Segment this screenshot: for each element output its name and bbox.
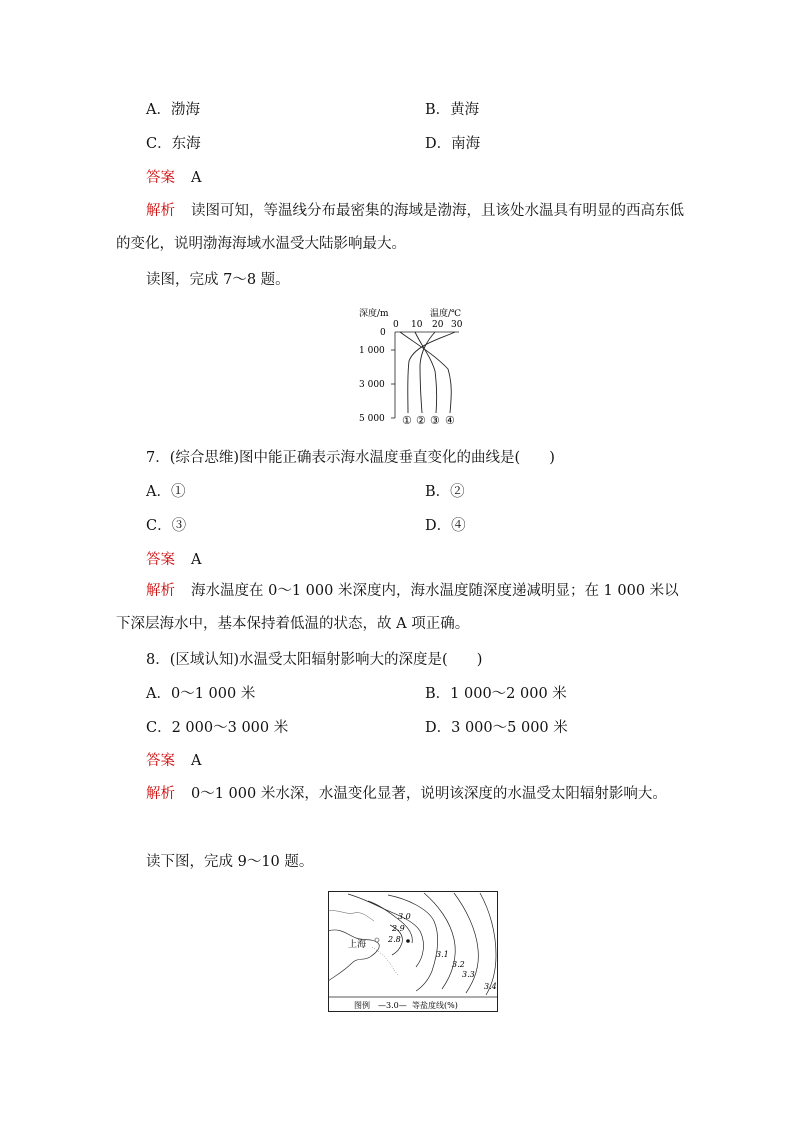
q6-answer	[146, 168, 201, 188]
q6-option-d: D．南海	[425, 136, 481, 152]
q8-analysis	[116, 778, 684, 811]
map-frame	[329, 892, 498, 1012]
isoline-label: 3.1	[436, 950, 449, 959]
isoline-label: 2.9	[392, 924, 405, 933]
answer-label: 答案	[146, 753, 175, 769]
isoline-label: 3.2	[452, 960, 465, 969]
isoline-label: 2.8	[388, 935, 401, 944]
isoline-label: 3.4	[484, 982, 497, 991]
y-tick: 1 000	[359, 346, 385, 356]
q8-answer	[146, 751, 201, 771]
answer-label: 答案	[146, 552, 175, 568]
q7-option-d: D．④	[425, 518, 466, 534]
q7-option-a: A．①	[146, 484, 186, 500]
q8-option-a: A．0～1 000 米	[146, 686, 256, 702]
intro-9-10: 读下图，完成 9～10 题。	[146, 854, 314, 870]
x-tick: 30	[451, 320, 463, 330]
q7-answer	[146, 550, 201, 570]
x-tick: 0	[393, 320, 399, 330]
station-point	[406, 939, 410, 943]
q8-stem: 8．(区域认知)水温受太阳辐射影响大的深度是( )	[146, 652, 483, 668]
curve-label: ①	[402, 414, 412, 427]
q7-option-b: B．②	[425, 484, 465, 500]
curve-label: ②	[416, 414, 426, 427]
curve-1	[408, 332, 455, 413]
x-axis-label: 温度/℃	[430, 309, 462, 319]
answer-label: 答案	[146, 170, 175, 186]
curve-label: ③	[430, 414, 440, 427]
x-tick: 10	[411, 320, 423, 330]
q6-option-c: C．东海	[146, 136, 201, 152]
city-label: 上海	[348, 940, 367, 950]
q8-option-c: C．2 000～3 000 米	[146, 720, 289, 736]
x-tick: 20	[432, 320, 444, 330]
salinity-map	[328, 891, 498, 1012]
q7-analysis	[116, 575, 684, 641]
temperature-depth-chart	[355, 305, 480, 430]
isoline-label: 3.0	[398, 912, 411, 921]
analysis-text: 海水温度在 0～1 000 米深度内，海水温度随深度递减明显；在 1 000 米以下深层海水中，基本保持着低温的状态，故 A 项正确。	[116, 583, 679, 632]
answer-value: A	[191, 753, 202, 769]
q8-option-b: B．1 000～2 000 米	[425, 686, 567, 702]
analysis-label: 解析	[146, 786, 175, 802]
q6-option-b: B．黄海	[425, 102, 480, 118]
intro-7-8: 读图，完成 7～8 题。	[146, 272, 290, 288]
isoline-label: 3.3	[462, 970, 475, 979]
q8-option-d: D．3 000～5 000 米	[425, 720, 568, 736]
y-axis-label: 深度/m	[359, 309, 389, 319]
q7-stem: 7．(综合思维)图中能正确表示海水温度垂直变化的曲线是( )	[146, 450, 555, 466]
answer-value: A	[191, 170, 202, 186]
answer-value: A	[191, 552, 202, 568]
analysis-text: 读图可知，等温线分布最密集的海域是渤海，且该处水温具有明显的西高东低的变化，说明渤海海域水温受大陆影响最大。	[116, 203, 684, 252]
analysis-label: 解析	[146, 203, 175, 219]
q6-option-a: A．渤海	[146, 102, 200, 118]
shanghai-point	[375, 938, 379, 942]
analysis-text: 0～1 000 米水深，水温变化显著，说明该深度的水温受太阳辐射影响大。	[191, 786, 667, 802]
y-tick: 5 000	[359, 414, 385, 424]
q7-option-c: C．③	[146, 518, 187, 534]
legend-text: 等盐度线(%)	[412, 1001, 458, 1010]
y-tick: 0	[380, 328, 386, 338]
legend-sample: —3.0—	[378, 1001, 407, 1010]
analysis-label: 解析	[146, 583, 175, 599]
y-tick: 3 000	[359, 380, 385, 390]
curve-label: ④	[445, 414, 455, 427]
q6-analysis	[116, 195, 684, 261]
legend-prefix: 图例	[354, 1001, 370, 1010]
